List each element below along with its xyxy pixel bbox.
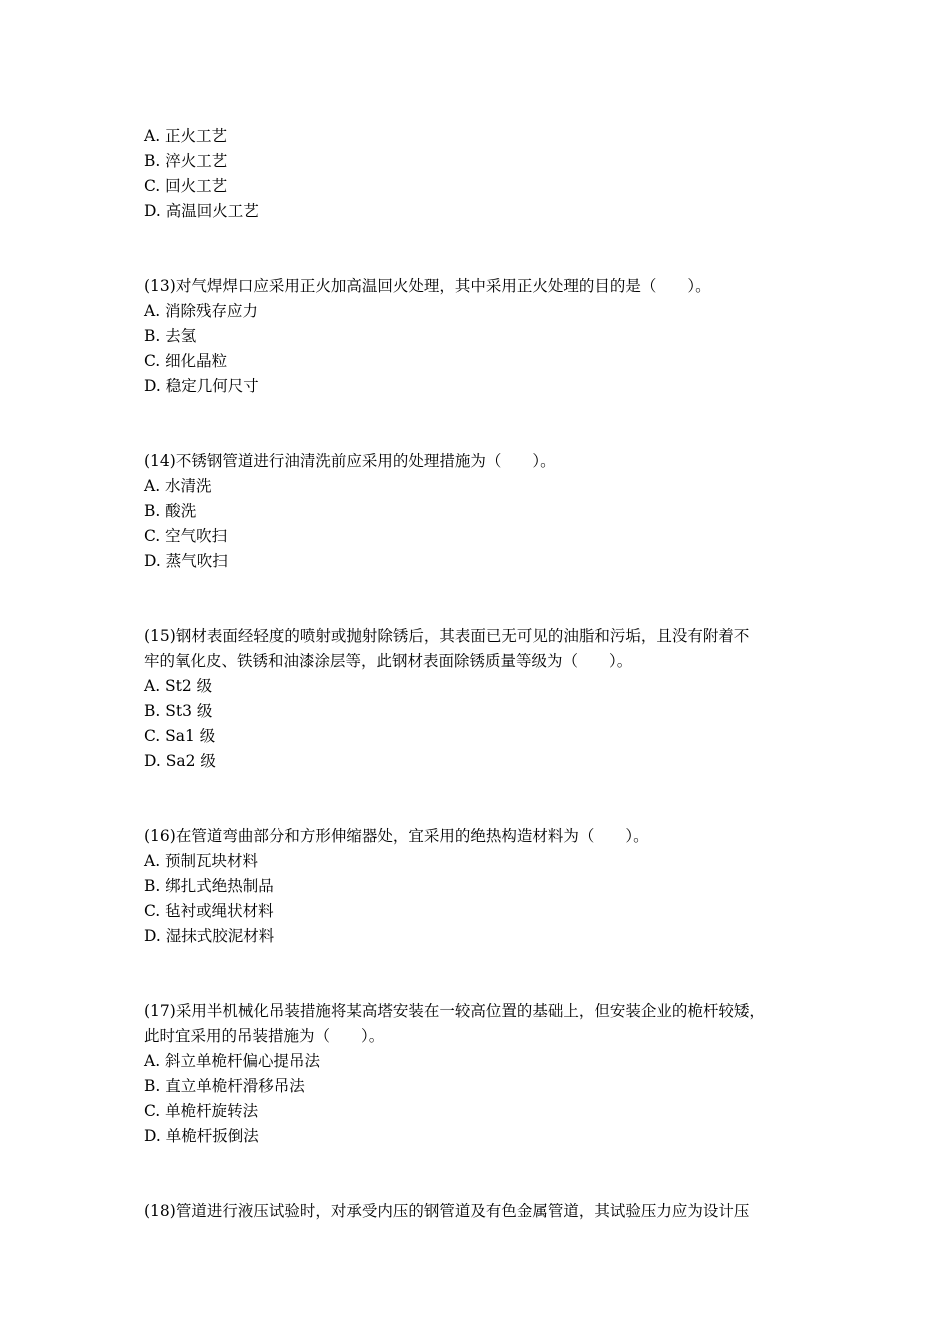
option-b: B. 绑扎式绝热制品: [144, 877, 274, 895]
option-c: C. 空气吹扫: [144, 527, 228, 545]
question-16-text: (16)在管道弯曲部分和方形伸缩器处，宜采用的绝热构造材料为（ ）。: [144, 827, 649, 845]
question-18-text: (18)管道进行液压试验时，对承受内压的钢管道及有色金属管道，其试验压力应为设计压: [144, 1202, 750, 1220]
option-d: D. 高温回火工艺: [144, 202, 259, 220]
option-a: A. 预制瓦块材料: [144, 852, 259, 870]
question-17: [144, 999, 824, 1149]
spacer: [144, 949, 824, 999]
option-a: A. 水清洗: [144, 477, 212, 495]
question-14-text: (14)不锈钢管道进行油清洗前应采用的处理措施为（ ）。: [144, 452, 556, 470]
question-13-text: (13)对气焊焊口应采用正火加高温回火处理，其中采用正火处理的目的是（ ）。: [144, 277, 711, 295]
option-d: D. Sa2 级: [144, 752, 216, 770]
option-c: C. 细化晶粒: [144, 352, 228, 370]
option-d: D. 单桅杆扳倒法: [144, 1127, 259, 1145]
option-b: B. St3 级: [144, 702, 213, 720]
question-18: [144, 1199, 824, 1224]
option-c: C. 回火工艺: [144, 177, 228, 195]
option-a: A. 正火工艺: [144, 127, 228, 145]
option-d: D. 湿抹式胶泥材料: [144, 927, 275, 945]
option-b: B. 酸洗: [144, 502, 197, 520]
option-b: B. 去氢: [144, 327, 197, 345]
option-d: D. 稳定几何尺寸: [144, 377, 259, 395]
spacer: [144, 399, 824, 449]
document-content: [144, 124, 824, 1224]
question-14: [144, 449, 824, 574]
option-a: A. 斜立单桅杆偏心提吊法: [144, 1052, 321, 1070]
option-b: B. 淬火工艺: [144, 152, 228, 170]
option-b: B. 直立单桅杆滑移吊法: [144, 1077, 305, 1095]
question-15-text-line-1: (15)钢材表面经轻度的喷射或抛射除锈后，其表面已无可见的油脂和污垢，且没有附着不: [144, 627, 750, 645]
question-16: [144, 824, 824, 949]
spacer: [144, 224, 824, 274]
question-15: [144, 624, 824, 774]
option-c: C. 毡衬或绳状材料: [144, 902, 274, 920]
option-a: A. 消除残存应力: [144, 302, 259, 320]
question-17-text-line-2: 此时宜采用的吊装措施为（ ）。: [144, 1027, 385, 1045]
spacer: [144, 574, 824, 624]
option-c: C. Sa1 级: [144, 727, 216, 745]
option-a: A. St2 级: [144, 677, 213, 695]
question-13: [144, 274, 824, 399]
option-c: C. 单桅杆旋转法: [144, 1102, 259, 1120]
spacer: [144, 774, 824, 824]
option-d: D. 蒸气吹扫: [144, 552, 228, 570]
question-12-options: [144, 124, 824, 224]
question-17-text-line-1: (17)采用半机械化吊装措施将某高塔安装在一较高位置的基础上，但安装企业的桅杆较矮，: [144, 1002, 765, 1020]
spacer: [144, 1149, 824, 1199]
question-15-text-line-2: 牢的氧化皮、铁锈和油漆涂层等，此钢材表面除锈质量等级为（ ）。: [144, 652, 633, 670]
